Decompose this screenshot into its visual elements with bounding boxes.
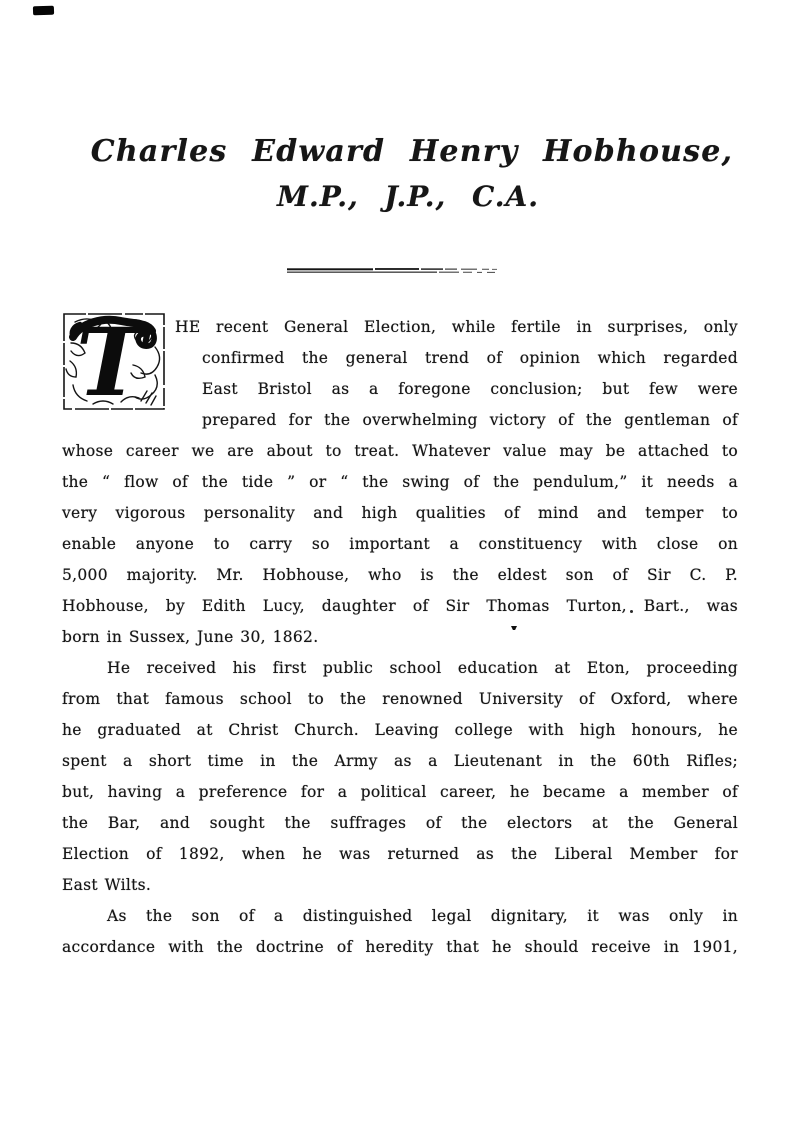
drop-cap-engraving: [63, 313, 165, 411]
text-line: accordance with the doctrine of heredity that he should receive in 1901,: [62, 938, 738, 956]
text-line: Hobhouse, by Edith Lucy, daughter of Sir Thomas Turton, Bart., was: [62, 597, 738, 615]
page-title-line1: Charles Edward Henry Hobhouse,: [90, 134, 734, 169]
drop-cap-ornament-icon: [63, 313, 165, 411]
text-line: prepared for the overwhelming victory of the gentleman of: [202, 411, 738, 429]
text-line: born in Sussex, June 30, 1862.: [62, 628, 319, 646]
text-line: He received his first public school education at Eton, proceeding: [107, 659, 738, 677]
text-line: East Bristol as a foregone conclusion; but few were: [202, 380, 738, 398]
text-line: As the son of a distinguished legal dignitary, it was only in: [107, 907, 738, 925]
text-line: HE recent General Election, while fertile in surprises, only: [175, 318, 738, 336]
text-line: very vigorous personality and high qualities of mind and temper to: [62, 504, 738, 522]
text-line: the Bar, and sought the suffrages of the electors at the General: [62, 814, 738, 832]
text-line: Election of 1892, when he was returned as the Liberal Member for: [62, 845, 738, 863]
text-line: from that famous school to the renowned University of Oxford, where: [62, 690, 738, 708]
page-title-line2: M.P., J.P., C.A.: [277, 180, 539, 213]
text-line: enable anyone to carry so important a constituency with close on: [62, 535, 738, 553]
text-line: spent a short time in the Army as a Lieutenant in the 60th Rifles;: [62, 752, 738, 770]
text-line: whose career we are about to treat. Whatever value may be attached to: [62, 442, 738, 460]
text-line: 5,000 majority. Mr. Hobhouse, who is the eldest son of Sir C. P.: [62, 566, 738, 584]
double-rule-graphic: [287, 267, 498, 275]
text-line: confirmed the general trend of opinion which regarded: [202, 349, 738, 367]
text-column: [62, 312, 738, 963]
text-line: he graduated at Christ Church. Leaving college with high honours, he: [62, 721, 738, 739]
scan-ink-smudge: [33, 6, 54, 16]
drop-cap-letter: T: [76, 313, 146, 411]
text-line: East Wilts.: [62, 876, 152, 894]
ornamental-divider-rule: [287, 260, 498, 268]
text-line: but, having a preference for a political career, he became a member of: [62, 783, 738, 801]
text-line: the “ flow of the tide ” or “ the swing of the pendulum,” it needs a: [62, 473, 738, 491]
